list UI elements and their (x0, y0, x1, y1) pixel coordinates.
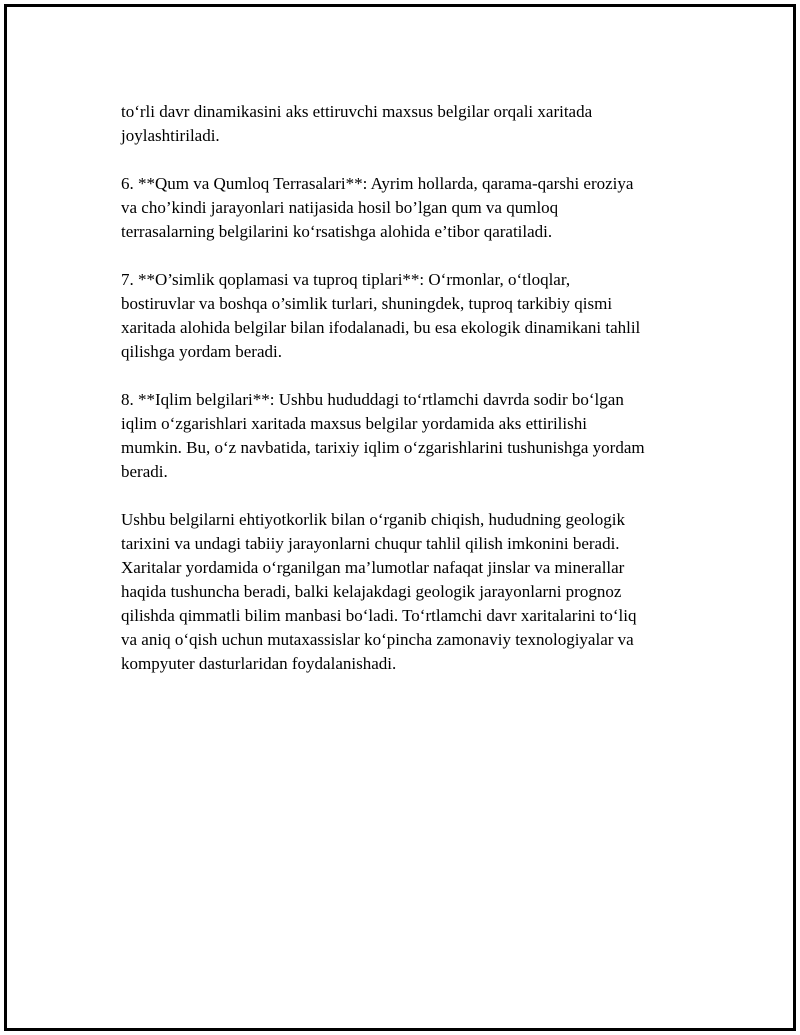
paragraph-item-6: 6. **Qum va Qumloq Terrasalari**: Ayrim hollarda, qarama-qarshi eroziya va cho’kindi jarayonlari natijasida hosil bo’lgan qum va qumloq terrasalarning belgilarini ko‘rsatishga alohida e’tibor qaratiladi. (121, 174, 634, 241)
paragraph-conclusion: Ushbu belgilarni ehtiyotkorlik bilan o‘rganib chiqish, hududning geologik tarixini va undagi tabiiy jarayonlarni chuqur tahlil qilish imkonini beradi. Xaritalar yordamida o‘rganilgan ma’lumotlar nafaqat jinslar va minerallar haqida tushuncha beradi, balki kelajakdagi geologik jarayonlarni prognoz qilishda qimmatli bilim manbasi bo‘ladi. To‘rtlamchi davr xaritalarini to‘liq va aniq o‘qish uchun mutaxassislar ko‘pincha zamonaviy texnologiyalar va kompyuter dasturlaridan foydalanishadi. (121, 510, 637, 673)
document-body (121, 100, 701, 700)
paragraph-continuation: to‘rli davr dinamikasini aks ettiruvchi maxsus belgilar orqali xaritada joylashtiriladi. (121, 102, 593, 145)
paragraph-item-7: 7. **O’simlik qoplamasi va tuproq tiplari**: O‘rmonlar, o‘tloqlar, bostiruvlar va boshqa o’simlik turlari, shuningdek, tuproq tarkibiy qismi xaritada alohida belgilar bilan ifodalanadi, bu esa ekologik dinamikani tahlil qilishga yordam beradi. (121, 270, 641, 361)
document-page (4, 4, 796, 1031)
paragraph-item-8: 8. **Iqlim belgilari**: Ushbu hududdagi to‘rtlamchi davrda sodir bo‘lgan iqlim o‘zgarishlari xaritada maxsus belgilar yordamida aks ettirilishi mumkin. Bu, o‘z navbatida, tarixiy iqlim o‘zgarishlarini tushunishga yordam beradi. (121, 390, 645, 481)
